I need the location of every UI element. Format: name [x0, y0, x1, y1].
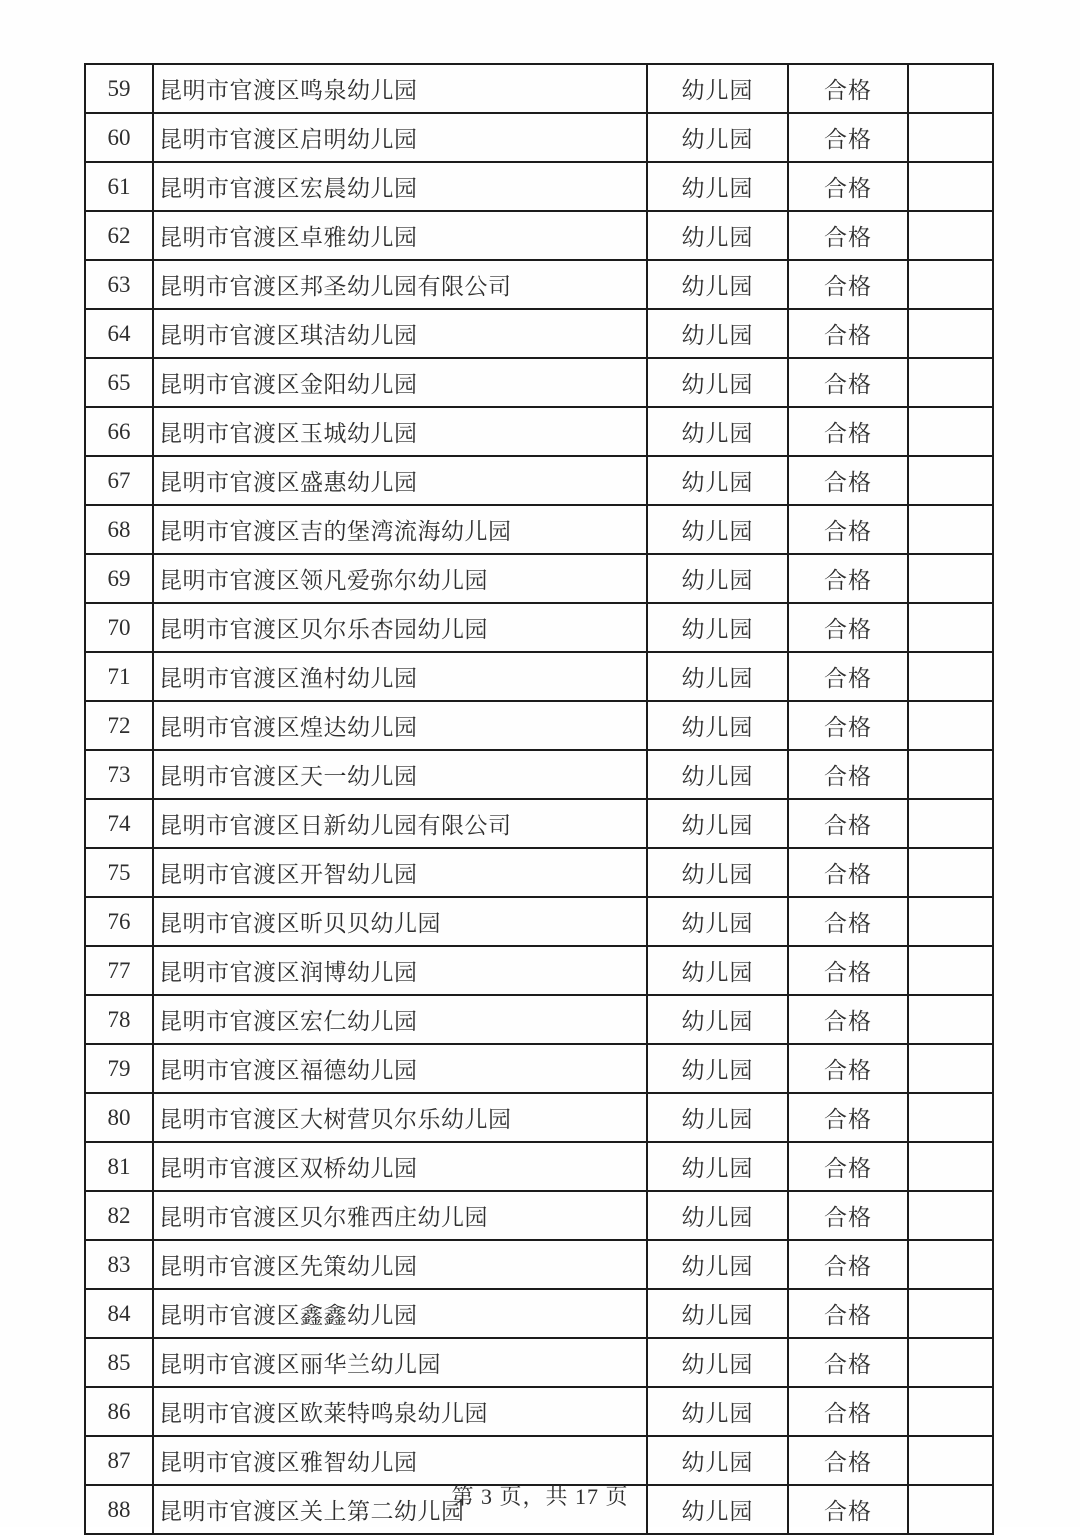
- type-cell: 幼儿园: [647, 603, 788, 652]
- table-row: [85, 1240, 993, 1289]
- school-name-cell: 昆明市官渡区煌达幼儿园: [153, 701, 647, 750]
- remark-cell: [908, 1436, 993, 1485]
- table-row: [85, 995, 993, 1044]
- remark-cell: [908, 1338, 993, 1387]
- result-cell: 合格: [788, 603, 908, 652]
- table-row: [85, 554, 993, 603]
- school-name-cell: 昆明市官渡区大树营贝尔乐幼儿园: [153, 1093, 647, 1142]
- table-row: [85, 1093, 993, 1142]
- row-number-cell: 68: [85, 505, 153, 554]
- result-cell: 合格: [788, 1142, 908, 1191]
- result-cell: 合格: [788, 1093, 908, 1142]
- school-name-cell: 昆明市官渡区盛惠幼儿园: [153, 456, 647, 505]
- type-cell: 幼儿园: [647, 554, 788, 603]
- type-cell: 幼儿园: [647, 1289, 788, 1338]
- inspection-table: [84, 63, 994, 1535]
- school-name-cell: 昆明市官渡区卓雅幼儿园: [153, 211, 647, 260]
- school-name-cell: 昆明市官渡区贝尔乐杏园幼儿园: [153, 603, 647, 652]
- school-name-cell: 昆明市官渡区丽华兰幼儿园: [153, 1338, 647, 1387]
- type-cell: 幼儿园: [647, 1191, 788, 1240]
- table-row: [85, 162, 993, 211]
- school-name-cell: 昆明市官渡区先策幼儿园: [153, 1240, 647, 1289]
- remark-cell: [908, 1240, 993, 1289]
- row-number-cell: 82: [85, 1191, 153, 1240]
- school-name-cell: 昆明市官渡区双桥幼儿园: [153, 1142, 647, 1191]
- table-row: [85, 750, 993, 799]
- row-number-cell: 74: [85, 799, 153, 848]
- remark-cell: [908, 64, 993, 113]
- table-row: [85, 799, 993, 848]
- table-row: [85, 1436, 993, 1485]
- table-row: [85, 309, 993, 358]
- row-number-cell: 77: [85, 946, 153, 995]
- row-number-cell: 65: [85, 358, 153, 407]
- school-name-cell: 昆明市官渡区天一幼儿园: [153, 750, 647, 799]
- row-number-cell: 78: [85, 995, 153, 1044]
- result-cell: 合格: [788, 1387, 908, 1436]
- result-cell: 合格: [788, 260, 908, 309]
- result-cell: 合格: [788, 946, 908, 995]
- type-cell: 幼儿园: [647, 652, 788, 701]
- type-cell: 幼儿园: [647, 1093, 788, 1142]
- remark-cell: [908, 260, 993, 309]
- type-cell: 幼儿园: [647, 848, 788, 897]
- remark-cell: [908, 1142, 993, 1191]
- row-number-cell: 81: [85, 1142, 153, 1191]
- remark-cell: [908, 1093, 993, 1142]
- table-row: [85, 897, 993, 946]
- type-cell: 幼儿园: [647, 358, 788, 407]
- row-number-cell: 67: [85, 456, 153, 505]
- result-cell: 合格: [788, 799, 908, 848]
- row-number-cell: 70: [85, 603, 153, 652]
- result-cell: 合格: [788, 113, 908, 162]
- table-row: [85, 1044, 993, 1093]
- school-name-cell: 昆明市官渡区金阳幼儿园: [153, 358, 647, 407]
- result-cell: 合格: [788, 407, 908, 456]
- row-number-cell: 66: [85, 407, 153, 456]
- table-row: [85, 652, 993, 701]
- page-footer: 第 3 页，共 17 页: [451, 1484, 629, 1509]
- remark-cell: [908, 799, 993, 848]
- result-cell: 合格: [788, 1289, 908, 1338]
- table-row: [85, 113, 993, 162]
- remark-cell: [908, 701, 993, 750]
- school-name-cell: 昆明市官渡区领凡爱弥尔幼儿园: [153, 554, 647, 603]
- result-cell: 合格: [788, 162, 908, 211]
- school-name-cell: 昆明市官渡区鑫鑫幼儿园: [153, 1289, 647, 1338]
- remark-cell: [908, 407, 993, 456]
- school-name-cell: 昆明市官渡区欧莱特鸣泉幼儿园: [153, 1387, 647, 1436]
- type-cell: 幼儿园: [647, 701, 788, 750]
- school-name-cell: 昆明市官渡区鸣泉幼儿园: [153, 64, 647, 113]
- result-cell: 合格: [788, 358, 908, 407]
- result-cell: 合格: [788, 1240, 908, 1289]
- table-row: [85, 1387, 993, 1436]
- type-cell: 幼儿园: [647, 407, 788, 456]
- type-cell: 幼儿园: [647, 64, 788, 113]
- row-number-cell: 84: [85, 1289, 153, 1338]
- remark-cell: [908, 1191, 993, 1240]
- row-number-cell: 86: [85, 1387, 153, 1436]
- remark-cell: [908, 1289, 993, 1338]
- result-cell: 合格: [788, 1485, 908, 1534]
- table-row: [85, 1142, 993, 1191]
- type-cell: 幼儿园: [647, 750, 788, 799]
- result-cell: 合格: [788, 1044, 908, 1093]
- result-cell: 合格: [788, 897, 908, 946]
- remark-cell: [908, 750, 993, 799]
- table-row: [85, 358, 993, 407]
- type-cell: 幼儿园: [647, 1240, 788, 1289]
- row-number-cell: 69: [85, 554, 153, 603]
- type-cell: 幼儿园: [647, 946, 788, 995]
- remark-cell: [908, 211, 993, 260]
- school-name-cell: 昆明市官渡区玉城幼儿园: [153, 407, 647, 456]
- remark-cell: [908, 603, 993, 652]
- school-name-cell: 昆明市官渡区贝尔雅西庄幼儿园: [153, 1191, 647, 1240]
- remark-cell: [908, 505, 993, 554]
- result-cell: 合格: [788, 652, 908, 701]
- row-number-cell: 63: [85, 260, 153, 309]
- row-number-cell: 64: [85, 309, 153, 358]
- table-row: [85, 848, 993, 897]
- remark-cell: [908, 1387, 993, 1436]
- table-row: [85, 701, 993, 750]
- school-name-cell: 昆明市官渡区琪洁幼儿园: [153, 309, 647, 358]
- remark-cell: [908, 554, 993, 603]
- school-name-cell: 昆明市官渡区启明幼儿园: [153, 113, 647, 162]
- type-cell: 幼儿园: [647, 260, 788, 309]
- type-cell: 幼儿园: [647, 456, 788, 505]
- type-cell: 幼儿园: [647, 113, 788, 162]
- row-number-cell: 75: [85, 848, 153, 897]
- remark-cell: [908, 652, 993, 701]
- result-cell: 合格: [788, 1436, 908, 1485]
- school-name-cell: 昆明市官渡区邦圣幼儿园有限公司: [153, 260, 647, 309]
- result-cell: 合格: [788, 701, 908, 750]
- type-cell: 幼儿园: [647, 505, 788, 554]
- school-name-cell: 昆明市官渡区关上第二幼儿园: [153, 1485, 647, 1534]
- row-number-cell: 83: [85, 1240, 153, 1289]
- row-number-cell: 80: [85, 1093, 153, 1142]
- table-row: [85, 1338, 993, 1387]
- school-name-cell: 昆明市官渡区宏仁幼儿园: [153, 995, 647, 1044]
- row-number-cell: 71: [85, 652, 153, 701]
- table-body: [85, 64, 993, 1534]
- row-number-cell: 87: [85, 1436, 153, 1485]
- table-row: [85, 946, 993, 995]
- school-name-cell: 昆明市官渡区宏晨幼儿园: [153, 162, 647, 211]
- remark-cell: [908, 995, 993, 1044]
- result-cell: 合格: [788, 554, 908, 603]
- school-name-cell: 昆明市官渡区日新幼儿园有限公司: [153, 799, 647, 848]
- result-cell: 合格: [788, 505, 908, 554]
- row-number-cell: 60: [85, 113, 153, 162]
- row-number-cell: 73: [85, 750, 153, 799]
- type-cell: 幼儿园: [647, 162, 788, 211]
- result-cell: 合格: [788, 1338, 908, 1387]
- table-row: [85, 64, 993, 113]
- type-cell: 幼儿园: [647, 799, 788, 848]
- row-number-cell: 88: [85, 1485, 153, 1534]
- school-name-cell: 昆明市官渡区雅智幼儿园: [153, 1436, 647, 1485]
- result-cell: 合格: [788, 456, 908, 505]
- table-row: [85, 407, 993, 456]
- result-cell: 合格: [788, 750, 908, 799]
- school-name-cell: 昆明市官渡区吉的堡湾流海幼儿园: [153, 505, 647, 554]
- row-number-cell: 62: [85, 211, 153, 260]
- remark-cell: [908, 946, 993, 995]
- school-name-cell: 昆明市官渡区昕贝贝幼儿园: [153, 897, 647, 946]
- row-number-cell: 59: [85, 64, 153, 113]
- school-name-cell: 昆明市官渡区福德幼儿园: [153, 1044, 647, 1093]
- table-row: [85, 603, 993, 652]
- result-cell: 合格: [788, 64, 908, 113]
- table-row: [85, 1289, 993, 1338]
- remark-cell: [908, 162, 993, 211]
- remark-cell: [908, 358, 993, 407]
- table-row: [85, 456, 993, 505]
- table-row: [85, 260, 993, 309]
- school-name-cell: 昆明市官渡区开智幼儿园: [153, 848, 647, 897]
- remark-cell: [908, 113, 993, 162]
- school-name-cell: 昆明市官渡区润博幼儿园: [153, 946, 647, 995]
- table-row: [85, 211, 993, 260]
- row-number-cell: 85: [85, 1338, 153, 1387]
- row-number-cell: 61: [85, 162, 153, 211]
- type-cell: 幼儿园: [647, 1387, 788, 1436]
- type-cell: 幼儿园: [647, 1485, 788, 1534]
- result-cell: 合格: [788, 1191, 908, 1240]
- type-cell: 幼儿园: [647, 1044, 788, 1093]
- remark-cell: [908, 848, 993, 897]
- type-cell: 幼儿园: [647, 1338, 788, 1387]
- type-cell: 幼儿园: [647, 1436, 788, 1485]
- type-cell: 幼儿园: [647, 211, 788, 260]
- remark-cell: [908, 1044, 993, 1093]
- table-row: [85, 1191, 993, 1240]
- result-cell: 合格: [788, 848, 908, 897]
- type-cell: 幼儿园: [647, 309, 788, 358]
- type-cell: 幼儿园: [647, 897, 788, 946]
- type-cell: 幼儿园: [647, 995, 788, 1044]
- remark-cell: [908, 897, 993, 946]
- row-number-cell: 76: [85, 897, 153, 946]
- result-cell: 合格: [788, 309, 908, 358]
- type-cell: 幼儿园: [647, 1142, 788, 1191]
- remark-cell: [908, 456, 993, 505]
- table-row: [85, 505, 993, 554]
- row-number-cell: 79: [85, 1044, 153, 1093]
- remark-cell: [908, 309, 993, 358]
- result-cell: 合格: [788, 211, 908, 260]
- school-name-cell: 昆明市官渡区渔村幼儿园: [153, 652, 647, 701]
- row-number-cell: 72: [85, 701, 153, 750]
- result-cell: 合格: [788, 995, 908, 1044]
